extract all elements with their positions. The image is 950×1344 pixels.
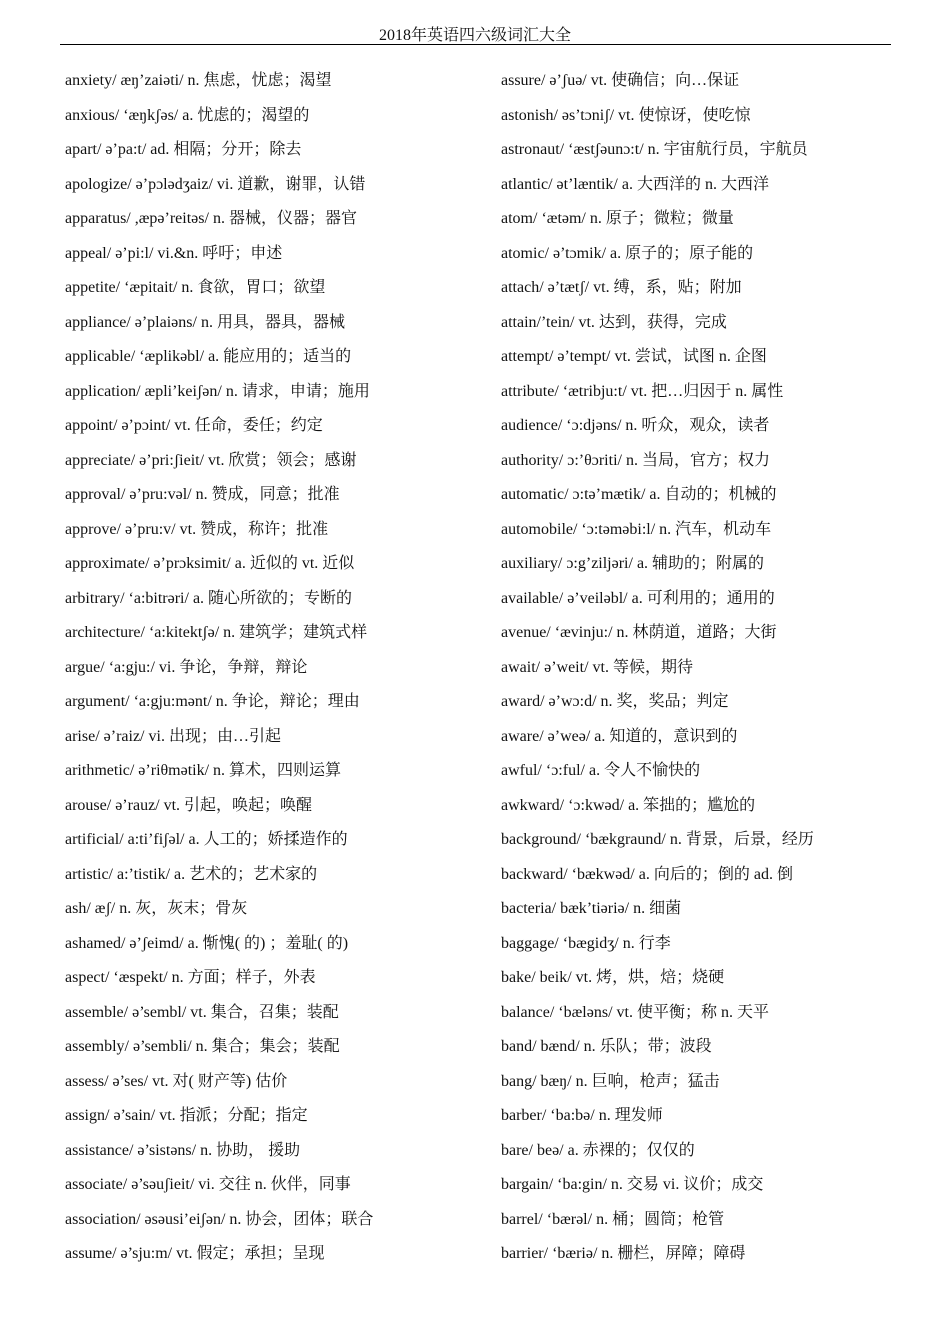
vocab-entry: assembly/ ə’sembli/ n. 集合；集会；装配 — [65, 1038, 340, 1055]
vocab-entry: appliance/ ə’plaiəns/ n. 用具，器具，器械 — [65, 313, 345, 331]
vocab-entry: auxiliary/ ɔ:g’ziljəri/ a. 辅助的；附属的 — [501, 555, 765, 572]
vocab-entry: appeal/ ə’pi:l/ vi.&n. 呼吁；申述 — [65, 244, 283, 262]
vocab-entry: bake/ beik/ vt. 烤，烘，焙；烧硬 — [501, 969, 725, 986]
vocab-entry: attach/ ə’tætʃ/ vt. 缚，系，贴；附加 — [501, 279, 742, 296]
vocab-entry: band/ bænd/ n. 乐队；带；波段 — [501, 1038, 712, 1055]
header-rule — [60, 44, 891, 45]
vocab-entry: astronaut/ ‘æstʃəunɔ:t/ n. 宇宙航行员，宇航员 — [501, 141, 808, 158]
vocab-entry: appetite/ ‘æpitait/ n. 食欲，胃口；欲望 — [65, 279, 326, 296]
vocab-entry: artificial/ a:ti’fiʃəl/ a. 人工的；娇揉造作的 — [65, 831, 348, 848]
vocab-entry: approve/ ə’pru:v/ vt. 赞成，称许；批准 — [65, 520, 329, 538]
vocab-entry: bare/ beə/ a. 赤裸的；仅仅的 — [501, 1141, 695, 1159]
vocab-entry: appreciate/ ə’pri:ʃieit/ vt. 欣赏；领会；感谢 — [65, 451, 357, 469]
vocab-entry: assistance/ ə’sistəns/ n. 协助， 援助 — [65, 1141, 301, 1159]
vocab-entry: astonish/ əs’tɔniʃ/ vt. 使惊讶，使吃惊 — [501, 106, 751, 124]
vocab-entry: applicable/ ‘æplikəbl/ a. 能应用的；适当的 — [65, 348, 352, 365]
vocab-entry: apparatus/ ,æpə’reitəs/ n. 器械，仪器；器官 — [65, 210, 357, 227]
vocab-entry: argue/ ‘a:gju:/ vi. 争论，争辩，辩论 — [65, 658, 308, 676]
vocab-entry: anxious/ ‘æŋkʃəs/ a. 忧虑的；渴望的 — [65, 106, 310, 124]
vocab-entry: awkward/ ‘ɔ:kwəd/ a. 笨拙的；尴尬的 — [501, 796, 756, 814]
vocab-entry: apologize/ ə’pɔlədʒaiz/ vi. 道歉，谢罪，认错 — [65, 175, 366, 193]
right-column — [501, 64, 921, 1272]
vocab-entry: assess/ ə’ses/ vt. 对( 财产等) 估价 — [65, 1072, 288, 1090]
vocab-entry: apart/ ə’pa:t/ ad. 相隔；分开；除去 — [65, 141, 302, 158]
vocab-entry: atomic/ ə’tɔmik/ a. 原子的；原子能的 — [501, 244, 754, 262]
vocab-entry: award/ ə’wɔ:d/ n. 奖，奖品；判定 — [501, 693, 729, 710]
vocab-entry: arbitrary/ ‘a:bitrəri/ a. 随心所欲的；专断的 — [65, 589, 353, 607]
vocab-entry: arouse/ ə’rauz/ vt. 引起，唤起；唤醒 — [65, 796, 313, 814]
vocab-entry: bacteria/ bæk’tiəriə/ n. 细菌 — [501, 900, 682, 917]
vocab-entry: ashamed/ ə’ʃeimd/ a. 惭愧( 的) ；羞耻( 的) — [65, 934, 349, 952]
vocab-entry: association/ əsəusi’eiʃən/ n. 协会，团体；联合 — [65, 1210, 374, 1228]
vocab-entry: avenue/ ‘ævinju:/ n. 林荫道，道路；大街 — [501, 624, 777, 641]
vocab-entry: atlantic/ ət’læntik/ a. 大西洋的 n. 大西洋 — [501, 175, 769, 193]
vocab-entry: appoint/ ə’pɔint/ vt. 任命，委任；约定 — [65, 417, 323, 434]
vocab-entry: aspect/ ‘æspekt/ n. 方面；样子，外表 — [65, 969, 316, 986]
vocab-entry: authority/ ɔ:’θɔriti/ n. 当局，官方；权力 — [501, 451, 770, 469]
vocab-entry: architecture/ ‘a:kitektʃə/ n. 建筑学；建筑式样 — [65, 624, 368, 641]
vocab-entry: attain/’tein/ vt. 达到，获得，完成 — [501, 313, 727, 331]
vocab-entry: assemble/ ə’sembl/ vt. 集合，召集；装配 — [65, 1003, 339, 1021]
vocab-entry: baggage/ ‘bægidʒ/ n. 行李 — [501, 934, 671, 952]
vocab-entry: attribute/ ‘ætribju:t/ vt. 把…归因于 n. 属性 — [501, 382, 784, 400]
vocab-entry: approval/ ə’pru:vəl/ n. 赞成，同意；批准 — [65, 486, 340, 503]
vocab-entry: associate/ ə’səuʃieit/ vi. 交往 n. 伙伴，同事 — [65, 1176, 351, 1193]
vocab-entry: bargain/ ‘ba:gin/ n. 交易 vi. 议价；成交 — [501, 1176, 764, 1193]
vocab-entry: application/ æpli’keiʃən/ n. 请求，申请；施用 — [65, 382, 370, 400]
vocab-entry: automatic/ ɔ:tə’mætik/ a. 自动的；机械的 — [501, 486, 777, 503]
vocab-entry: bang/ bæŋ/ n. 巨响，枪声；猛击 — [501, 1072, 720, 1090]
vocab-entry: anxiety/ æŋ’zaiəti/ n. 焦虑，忧虑；渴望 — [65, 72, 332, 89]
vocab-entry: approximate/ ə’prɔksimit/ a. 近似的 vt. 近似 — [65, 555, 355, 572]
vocab-entry: aware/ ə’weə/ a. 知道的，意识到的 — [501, 727, 738, 745]
vocab-entry: assume/ ə’sju:m/ vt. 假定；承担；呈现 — [65, 1245, 325, 1262]
vocab-entry: attempt/ ə’tempt/ vt. 尝试，试图 n. 企图 — [501, 348, 767, 365]
vocab-entry: artistic/ a:’tistik/ a. 艺术的；艺术家的 — [65, 865, 318, 883]
vocab-entry: ash/ æʃ/ n. 灰，灰末；骨灰 — [65, 900, 248, 917]
vocab-entry: assign/ ə’sain/ vt. 指派；分配；指定 — [65, 1107, 308, 1124]
vocab-entry: await/ ə’weit/ vt. 等候，期待 — [501, 658, 693, 676]
vocab-entry: awful/ ‘ɔ:ful/ a. 令人不愉快的 — [501, 762, 701, 779]
vocab-entry: atom/ ‘ætəm/ n. 原子；微粒；微量 — [501, 210, 734, 227]
vocab-entry: balance/ ‘bæləns/ vt. 使平衡；称 n. 天平 — [501, 1003, 769, 1021]
vocab-entry: barrier/ ‘bæriə/ n. 栅栏，屏障；障碍 — [501, 1245, 746, 1262]
vocab-entry: barrel/ ‘bærəl/ n. 桶；圆筒；枪管 — [501, 1210, 725, 1228]
vocab-entry: argument/ ‘a:gju:mənt/ n. 争论，辩论；理由 — [65, 693, 360, 710]
vocab-entry: automobile/ ‘ɔ:təməbi:l/ n. 汽车，机动车 — [501, 520, 772, 538]
page-header: 2018年英语四六级词汇大全 — [378, 27, 571, 44]
vocab-entry: arithmetic/ ə’riθmətik/ n. 算术，四则运算 — [65, 762, 342, 779]
vocab-entry: barber/ ‘ba:bə/ n. 理发师 — [501, 1107, 663, 1124]
vocab-entry: background/ ‘bækgraund/ n. 背景，后景，经历 — [501, 831, 814, 848]
vocab-entry: arise/ ə’raiz/ vi. 出现；由…引起 — [65, 727, 281, 745]
vocab-entry: backward/ ‘bækwəd/ a. 向后的；倒的 ad. 倒 — [501, 865, 793, 883]
vocab-entry: assure/ ə’ʃuə/ vt. 使确信；向…保证 — [501, 72, 740, 89]
left-column — [65, 64, 485, 1272]
vocab-entry: audience/ ‘ɔ:djəns/ n. 听众，观众，读者 — [501, 417, 770, 434]
vocab-entry: available/ ə’veiləbl/ a. 可利用的；通用的 — [501, 589, 775, 607]
